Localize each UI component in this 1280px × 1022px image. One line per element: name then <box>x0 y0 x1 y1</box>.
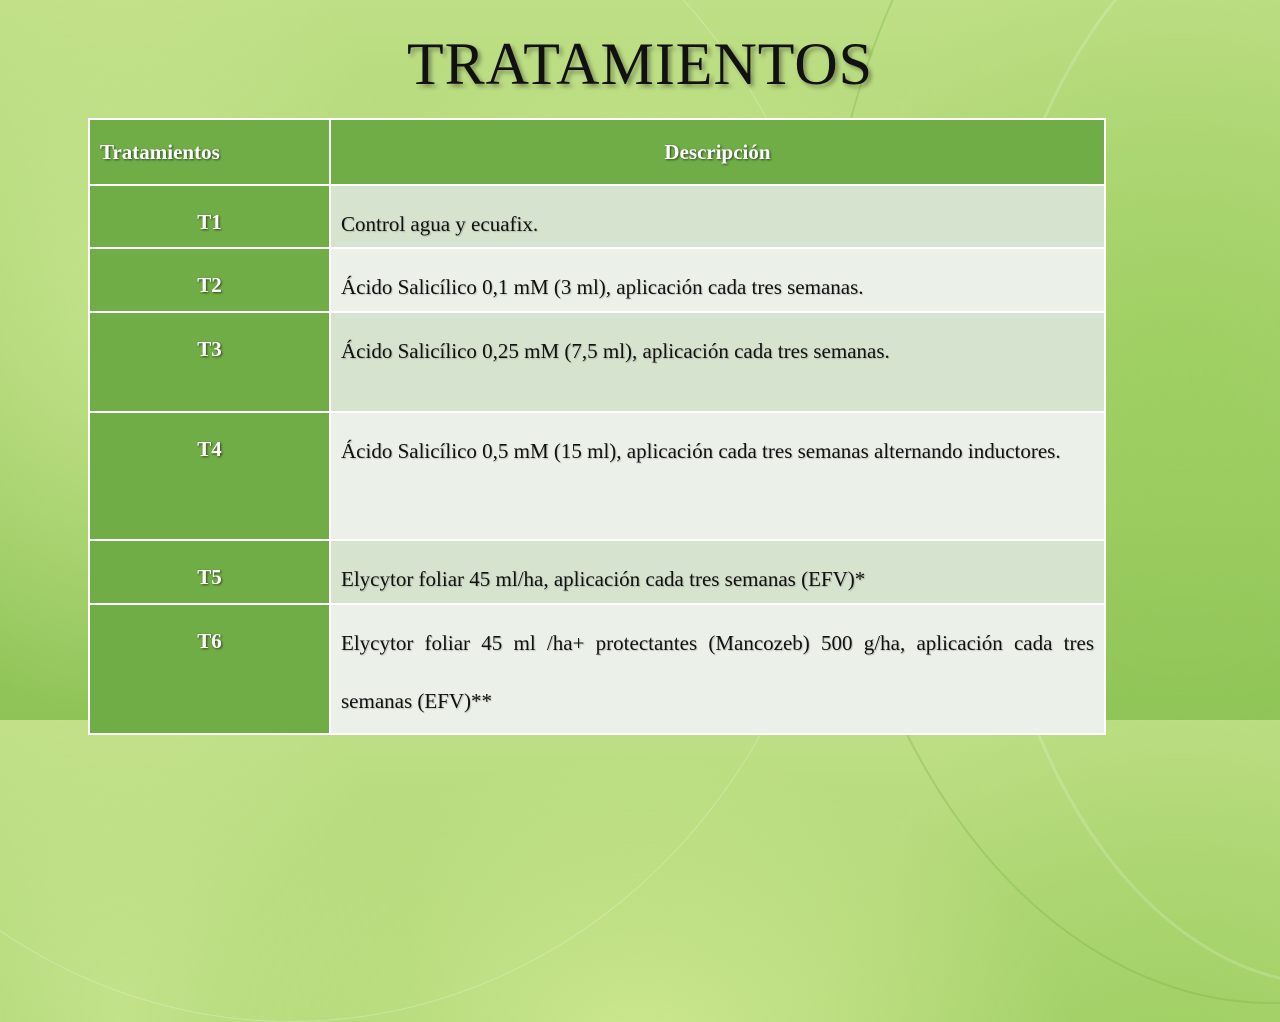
treatment-description: Control agua y ecuafix. <box>330 185 1105 248</box>
table-row <box>89 604 1105 734</box>
treatment-description: Elycytor foliar 45 ml/ha, aplicación cada tres semanas (EFV)* <box>330 540 1105 604</box>
treatment-code: T2 <box>89 248 330 312</box>
header-description: Descripción <box>330 119 1105 185</box>
treatment-code: T6 <box>89 604 330 734</box>
table-row <box>89 185 1105 248</box>
header-treatment: Tratamientos <box>89 119 330 185</box>
treatment-description: Ácido Salicílico 0,1 mM (3 ml), aplicación cada tres semanas. <box>330 248 1105 312</box>
treatment-code: T3 <box>89 312 330 412</box>
table-row <box>89 540 1105 604</box>
treatments-table <box>88 118 1106 735</box>
table-row <box>89 248 1105 312</box>
treatment-code: T4 <box>89 412 330 540</box>
treatment-description: Ácido Salicílico 0,25 mM (7,5 ml), aplicación cada tres semanas. <box>330 312 1105 412</box>
table-header-row <box>89 119 1105 185</box>
treatment-code: T1 <box>89 185 330 248</box>
table-row <box>89 312 1105 412</box>
treatment-description: Ácido Salicílico 0,5 mM (15 ml), aplicación cada tres semanas alternando inductores. <box>330 412 1105 540</box>
table-row <box>89 412 1105 540</box>
treatment-code: T5 <box>89 540 330 604</box>
slide-title: TRATAMIENTOS <box>406 31 874 97</box>
treatment-description: Elycytor foliar 45 ml /ha+ protectantes (Mancozeb) 500 g/ha, aplicación cada tres semanas (EFV)** <box>330 604 1105 734</box>
